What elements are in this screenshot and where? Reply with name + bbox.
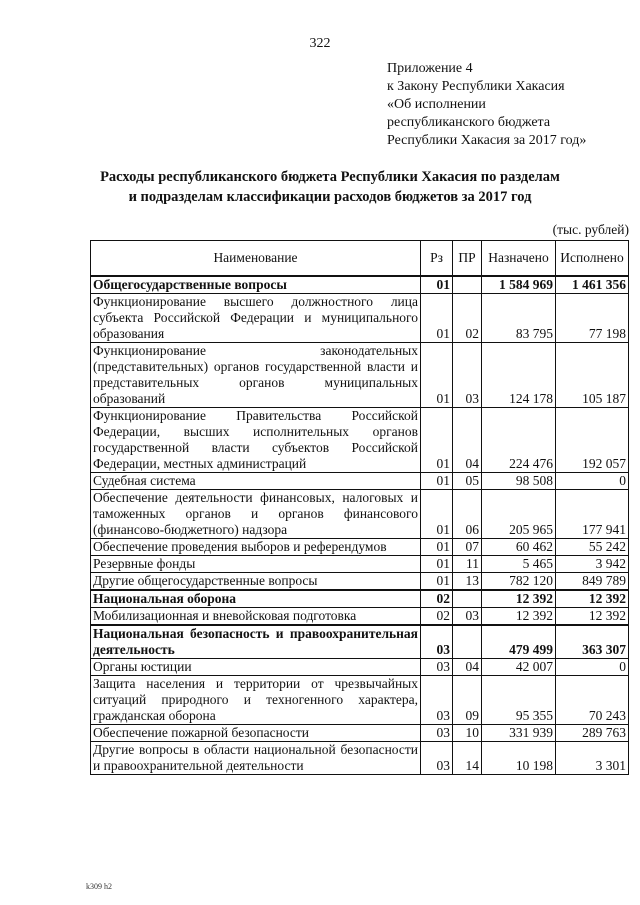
- cell-section: 01: [421, 556, 453, 573]
- cell-executed: 3 942: [556, 556, 629, 573]
- cell-name: Обеспечение деятельности финансовых, налоговых и таможенных органов и органов финансового (финансово-бюджетного) надзора: [91, 490, 421, 539]
- table-row: [91, 590, 629, 608]
- footer-code: k309 h2: [86, 882, 112, 891]
- cell-executed: 3 301: [556, 742, 629, 775]
- cell-name: Функционирование высшего должностного лица субъекта Российской Федерации и муниципального образования: [91, 294, 421, 343]
- cell-subsection: 06: [453, 490, 482, 539]
- cell-subsection: 04: [453, 408, 482, 473]
- cell-name: Другие общегосударственные вопросы: [91, 573, 421, 591]
- table-row: [91, 725, 629, 742]
- cell-executed: 12 392: [556, 608, 629, 626]
- cell-section: 02: [421, 590, 453, 608]
- appendix-line: Приложение 4: [387, 61, 473, 76]
- appendix-line: республиканского бюджета: [387, 115, 551, 130]
- cell-subsection: [453, 276, 482, 294]
- cell-section: 02: [421, 608, 453, 626]
- cell-name: Национальная оборона: [91, 590, 421, 608]
- cell-subsection: 10: [453, 725, 482, 742]
- cell-executed: 55 242: [556, 539, 629, 556]
- cell-subsection: 04: [453, 659, 482, 676]
- cell-executed: 849 789: [556, 573, 629, 591]
- cell-name: Другие вопросы в области национальной безопасности и правоохранительной деятельности: [91, 742, 421, 775]
- cell-subsection: 09: [453, 676, 482, 725]
- cell-executed: 0: [556, 659, 629, 676]
- table-row: [91, 625, 629, 659]
- cell-executed: 77 198: [556, 294, 629, 343]
- cell-executed: 12 392: [556, 590, 629, 608]
- cell-section: 03: [421, 725, 453, 742]
- cell-planned: 98 508: [482, 473, 556, 490]
- cell-name: Обеспечение пожарной безопасности: [91, 725, 421, 742]
- table-row: [91, 490, 629, 539]
- cell-subsection: 11: [453, 556, 482, 573]
- header-planned: Назначено: [482, 241, 556, 277]
- cell-planned: 95 355: [482, 676, 556, 725]
- cell-planned: 1 584 969: [482, 276, 556, 294]
- title-line: и подразделам классификации расходов бюджетов за 2017 год: [128, 189, 532, 205]
- cell-subsection: [453, 590, 482, 608]
- table-row: [91, 473, 629, 490]
- table-row: [91, 608, 629, 626]
- cell-executed: 1 461 356: [556, 276, 629, 294]
- cell-executed: 363 307: [556, 625, 629, 659]
- cell-executed: 0: [556, 473, 629, 490]
- cell-planned: 42 007: [482, 659, 556, 676]
- cell-planned: 224 476: [482, 408, 556, 473]
- cell-executed: 192 057: [556, 408, 629, 473]
- cell-executed: 105 187: [556, 343, 629, 408]
- cell-planned: 60 462: [482, 539, 556, 556]
- cell-section: 03: [421, 659, 453, 676]
- cell-planned: 10 198: [482, 742, 556, 775]
- table-row: [91, 343, 629, 408]
- table-row: [91, 408, 629, 473]
- header-subsection: ПР: [453, 241, 482, 277]
- cell-planned: 12 392: [482, 590, 556, 608]
- cell-name: Функционирование Правительства Российской Федерации, высших исполнительных органов государственной власти субъектов Российской Федерации, местных администраций: [91, 408, 421, 473]
- table-body: [91, 276, 629, 775]
- document-title: [40, 167, 620, 207]
- table-row: [91, 556, 629, 573]
- table-header-row: [91, 241, 629, 277]
- cell-name: Защита населения и территории от чрезвычайных ситуаций природного и техногенного характера, гражданская оборона: [91, 676, 421, 725]
- cell-name: Общегосударственные вопросы: [91, 276, 421, 294]
- appendix-line: к Закону Республики Хакасия: [387, 79, 565, 94]
- table-row: [91, 539, 629, 556]
- cell-section: 01: [421, 408, 453, 473]
- appendix-note: [387, 60, 586, 150]
- cell-name: Обеспечение проведения выборов и референдумов: [91, 539, 421, 556]
- cell-executed: 177 941: [556, 490, 629, 539]
- table-row: [91, 294, 629, 343]
- cell-section: 03: [421, 676, 453, 725]
- cell-section: 01: [421, 539, 453, 556]
- cell-section: 01: [421, 490, 453, 539]
- table-row: [91, 276, 629, 294]
- cell-section: 03: [421, 742, 453, 775]
- table-row: [91, 573, 629, 591]
- cell-executed: 289 763: [556, 725, 629, 742]
- cell-subsection: 14: [453, 742, 482, 775]
- cell-planned: 205 965: [482, 490, 556, 539]
- cell-planned: 83 795: [482, 294, 556, 343]
- header-name: Наименование: [91, 241, 421, 277]
- cell-name: Судебная система: [91, 473, 421, 490]
- cell-section: 03: [421, 625, 453, 659]
- cell-name: Мобилизационная и вневойсковая подготовка: [91, 608, 421, 626]
- cell-section: 01: [421, 343, 453, 408]
- header-executed: Исполнено: [556, 241, 629, 277]
- table-row: [91, 742, 629, 775]
- table-row: [91, 676, 629, 725]
- table-row: [91, 659, 629, 676]
- appendix-line: «Об исполнении: [387, 97, 486, 112]
- units-label: (тыс. рублей): [552, 222, 629, 237]
- cell-planned: 331 939: [482, 725, 556, 742]
- cell-section: 01: [421, 276, 453, 294]
- cell-planned: 124 178: [482, 343, 556, 408]
- cell-planned: 5 465: [482, 556, 556, 573]
- cell-subsection: 13: [453, 573, 482, 591]
- cell-subsection: 02: [453, 294, 482, 343]
- page-number: 322: [309, 36, 331, 51]
- cell-planned: 12 392: [482, 608, 556, 626]
- cell-executed: 70 243: [556, 676, 629, 725]
- budget-table: [90, 240, 629, 775]
- cell-section: 01: [421, 573, 453, 591]
- appendix-line: Республики Хакасия за 2017 год»: [387, 133, 587, 148]
- cell-subsection: 07: [453, 539, 482, 556]
- cell-section: 01: [421, 473, 453, 490]
- cell-section: 01: [421, 294, 453, 343]
- cell-subsection: 03: [453, 608, 482, 626]
- cell-subsection: 03: [453, 343, 482, 408]
- cell-name: Органы юстиции: [91, 659, 421, 676]
- cell-planned: 479 499: [482, 625, 556, 659]
- cell-planned: 782 120: [482, 573, 556, 591]
- title-line: Расходы республиканского бюджета Республики Хакасия по разделам: [100, 169, 560, 185]
- cell-subsection: [453, 625, 482, 659]
- cell-subsection: 05: [453, 473, 482, 490]
- cell-name: Функционирование законодательных (представительных) органов государственной власти и представительных органов муниципальных образований: [91, 343, 421, 408]
- header-section: Рз: [421, 241, 453, 277]
- cell-name: Национальная безопасность и правоохранительная деятельность: [91, 625, 421, 659]
- cell-name: Резервные фонды: [91, 556, 421, 573]
